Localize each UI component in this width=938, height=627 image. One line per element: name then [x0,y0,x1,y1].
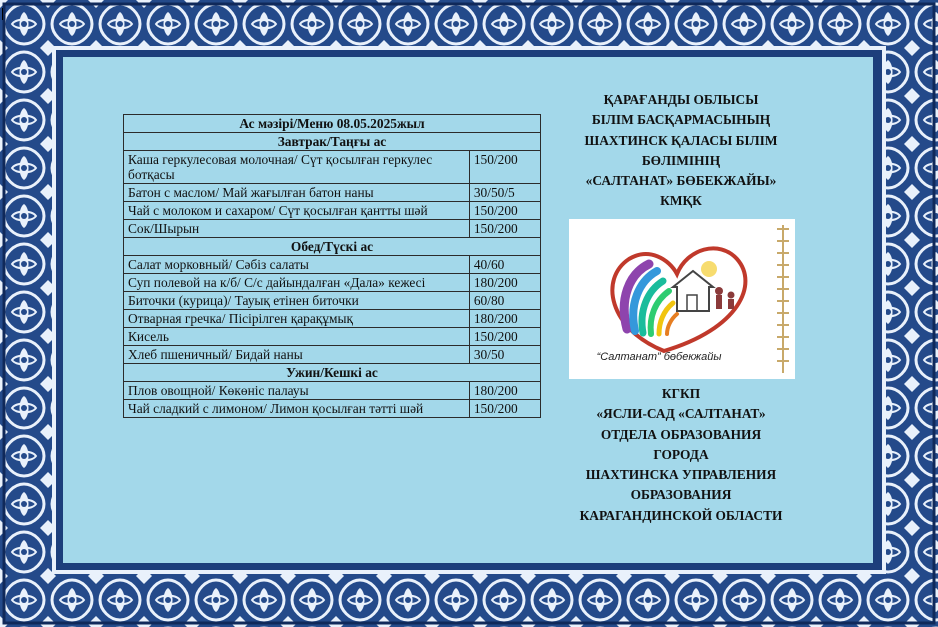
kazakh-header [556,90,806,212]
menu-item-row [124,151,541,184]
menu-section-heading: Обед/Түскі ас [124,238,541,256]
menu-item-row [124,292,541,310]
portion-size: 40/60 [469,256,540,274]
dish-name: Биточки (курица)/ Тауық етінен биточки [124,292,470,310]
footer-line: ОБРАЗОВАНИЯ [630,487,732,503]
dish-name: Чай сладкий с лимоном/ Лимон қосылған тәтті шәй [124,400,470,418]
menu-section-heading: Завтрак/Таңғы ас [124,133,541,151]
portion-size: 180/200 [469,310,540,328]
menu-table [123,114,541,418]
menu-item-row [124,382,541,400]
header-line: КМҚК [660,193,702,209]
menu-item-row [124,328,541,346]
dish-name: Суп полевой на к/б/ С/с дайындалған «Дала» кежесі [124,274,470,292]
dish-name: Кисель [124,328,470,346]
portion-size: 150/200 [469,220,540,238]
menu-item-row [124,256,541,274]
menu-item-row [124,220,541,238]
menu-item-row [124,184,541,202]
menu-item-row [124,202,541,220]
dish-name: Хлеб пшеничный/ Бидай наны [124,346,470,364]
menu-item-row [124,400,541,418]
dish-name: Сок/Шырын [124,220,470,238]
dish-name: Отварная гречка/ Пісірілген қарақұмық [124,310,470,328]
footer-line: ГОРОДА [653,446,709,462]
header-line: БІЛІМ БАСҚАРМАСЫНЫҢ [591,112,771,128]
portion-size: 60/80 [469,292,540,310]
menu-title-row [124,115,541,133]
header-line: ҚАРАҒАНДЫ ОБЛЫСЫ [603,92,759,107]
header-line: ШАХТИНСК ҚАЛАСЫ БІЛІМ [584,132,778,148]
portion-size: 150/200 [469,328,540,346]
logo-caption: “Салтанат” бөбекжайы [596,351,722,363]
menu-section-row [124,364,541,382]
header-line: «САЛТАНАТ» БӨБЕКЖАЙЫ» [585,173,777,189]
portion-size: 180/200 [469,382,540,400]
kindergarten-logo [569,219,795,379]
dish-name: Салат морковный/ Сәбіз салаты [124,256,470,274]
menu-section-row [124,133,541,151]
menu-item-row [124,274,541,292]
portion-size: 180/200 [469,274,540,292]
dish-name: Плов овощной/ Көкөніс палауы [124,382,470,400]
portion-size: 150/200 [469,151,540,184]
dish-name: Батон с маслом/ Май жағылған батон наны [124,184,470,202]
menu-section-row [124,238,541,256]
footer-line: КГКП [661,386,701,401]
russian-footer [556,384,806,526]
menu-item-row [124,346,541,364]
menu-item-row [124,310,541,328]
footer-line: ОТДЕЛА ОБРАЗОВАНИЯ [600,426,762,442]
dish-name: Чай с молоком и сахаром/ Сүт қосылған қантты шәй [124,202,470,220]
portion-size: 150/200 [469,400,540,418]
header-line: БӨЛІМІНІҢ [641,152,721,168]
dish-name: Каша геркулесовая молочная/ Сүт қосылған геркулес ботқасы [124,151,470,184]
menu-section-heading: Ужин/Кешкі ас [124,364,541,382]
portion-size: 30/50/5 [469,184,540,202]
text-cursor [2,8,3,20]
portion-size: 30/50 [469,346,540,364]
footer-line: «ЯСЛИ-САД «САЛТАНАТ» [596,406,766,422]
footer-line: КАРАГАНДИНСКОЙ ОБЛАСТИ [579,507,783,523]
footer-line: ШАХТИНСКА УПРАВЛЕНИЯ [585,467,777,483]
menu-title: Ас мәзірі/Меню 08.05.2025жыл [124,115,541,133]
portion-size: 150/200 [469,202,540,220]
